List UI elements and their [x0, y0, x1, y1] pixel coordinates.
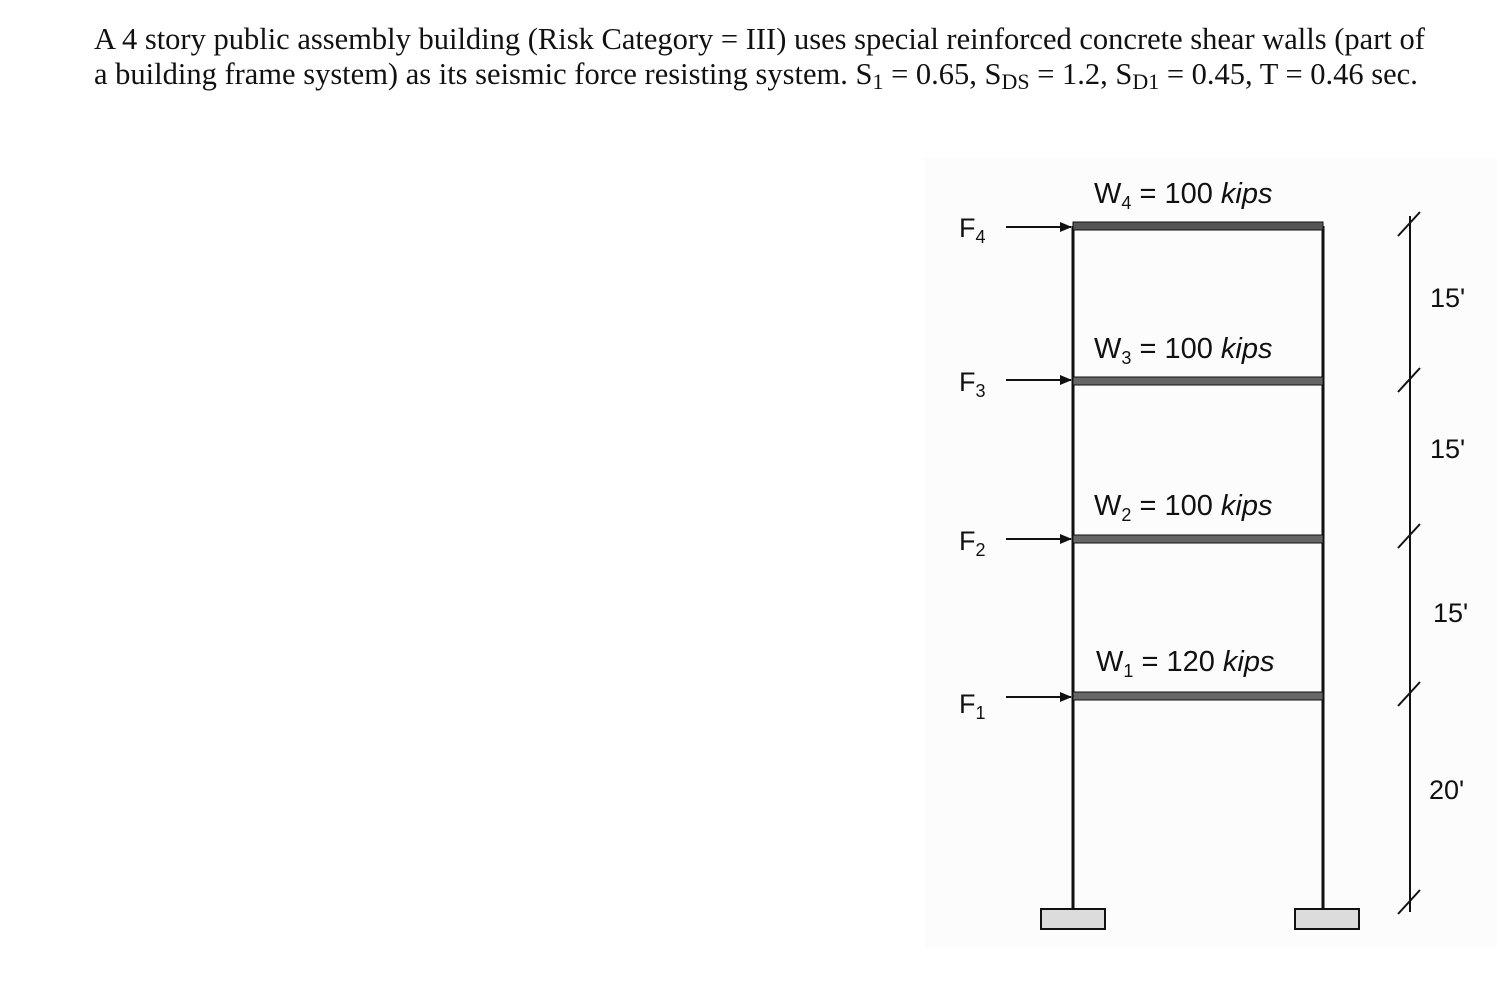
weight-value: = 100: [1131, 333, 1221, 365]
force-subscript: 1: [975, 703, 986, 723]
force-subscript: 3: [975, 381, 986, 401]
problem-text: = 0.65, S: [883, 57, 1002, 91]
force-subscript: 2: [975, 540, 986, 560]
weight-unit: kips: [1222, 646, 1275, 678]
problem-text: a building frame system) as its seismic force resisting system. S: [94, 57, 873, 91]
force-letter: F: [959, 526, 976, 556]
weight-letter: W: [1094, 333, 1122, 365]
weight-value: = 100: [1131, 490, 1221, 522]
problem-line-1: A 4 story public assembly building (Risk Category = III) uses special reinforced concrete shear walls (part of: [94, 22, 1425, 56]
force-subscript: 4: [975, 227, 986, 247]
problem-text: = 1.2, S: [1029, 57, 1133, 91]
weight-label-3: [1094, 333, 1272, 368]
slab-floor-2: [1073, 535, 1323, 543]
weight-letter: W: [1094, 178, 1122, 210]
right-support: [1295, 909, 1359, 929]
weight-label-4: [1094, 178, 1272, 213]
force-label-2: [959, 526, 986, 560]
height-label-story-3: 15': [1430, 434, 1466, 464]
weight-label-2: [1094, 490, 1272, 525]
subscript: D1: [1132, 68, 1160, 94]
weight-unit: kips: [1220, 333, 1273, 365]
weight-letter: W: [1096, 646, 1124, 678]
weight-unit: kips: [1220, 490, 1273, 522]
subscript: DS: [1001, 68, 1030, 94]
subscript: 1: [872, 68, 884, 94]
force-letter: F: [959, 367, 976, 397]
force-letter: F: [959, 689, 976, 719]
force-letter: F: [959, 213, 976, 243]
force-label-3: [959, 367, 986, 401]
height-label-story-1: 20': [1429, 775, 1465, 805]
weight-subscript: 1: [1123, 661, 1134, 681]
weight-value: = 120: [1133, 646, 1223, 678]
weight-unit: kips: [1220, 178, 1273, 210]
slab-floor-3: [1073, 377, 1323, 385]
left-support: [1041, 909, 1105, 929]
force-label-1: [959, 689, 986, 723]
slab-floor-1: [1073, 692, 1323, 700]
weight-value: = 100: [1131, 178, 1221, 210]
weight-label-1: [1096, 646, 1274, 681]
weight-subscript: 3: [1121, 348, 1132, 368]
weight-letter: W: [1094, 490, 1122, 522]
height-label-story-2: 15': [1433, 598, 1469, 628]
problem-text: = 0.45, T = 0.46 sec.: [1159, 57, 1418, 91]
weight-subscript: 4: [1121, 193, 1132, 213]
slab-roof: [1073, 222, 1323, 230]
weight-subscript: 2: [1121, 505, 1132, 525]
height-label-story-4: 15': [1430, 283, 1466, 313]
force-label-4: [959, 213, 986, 247]
